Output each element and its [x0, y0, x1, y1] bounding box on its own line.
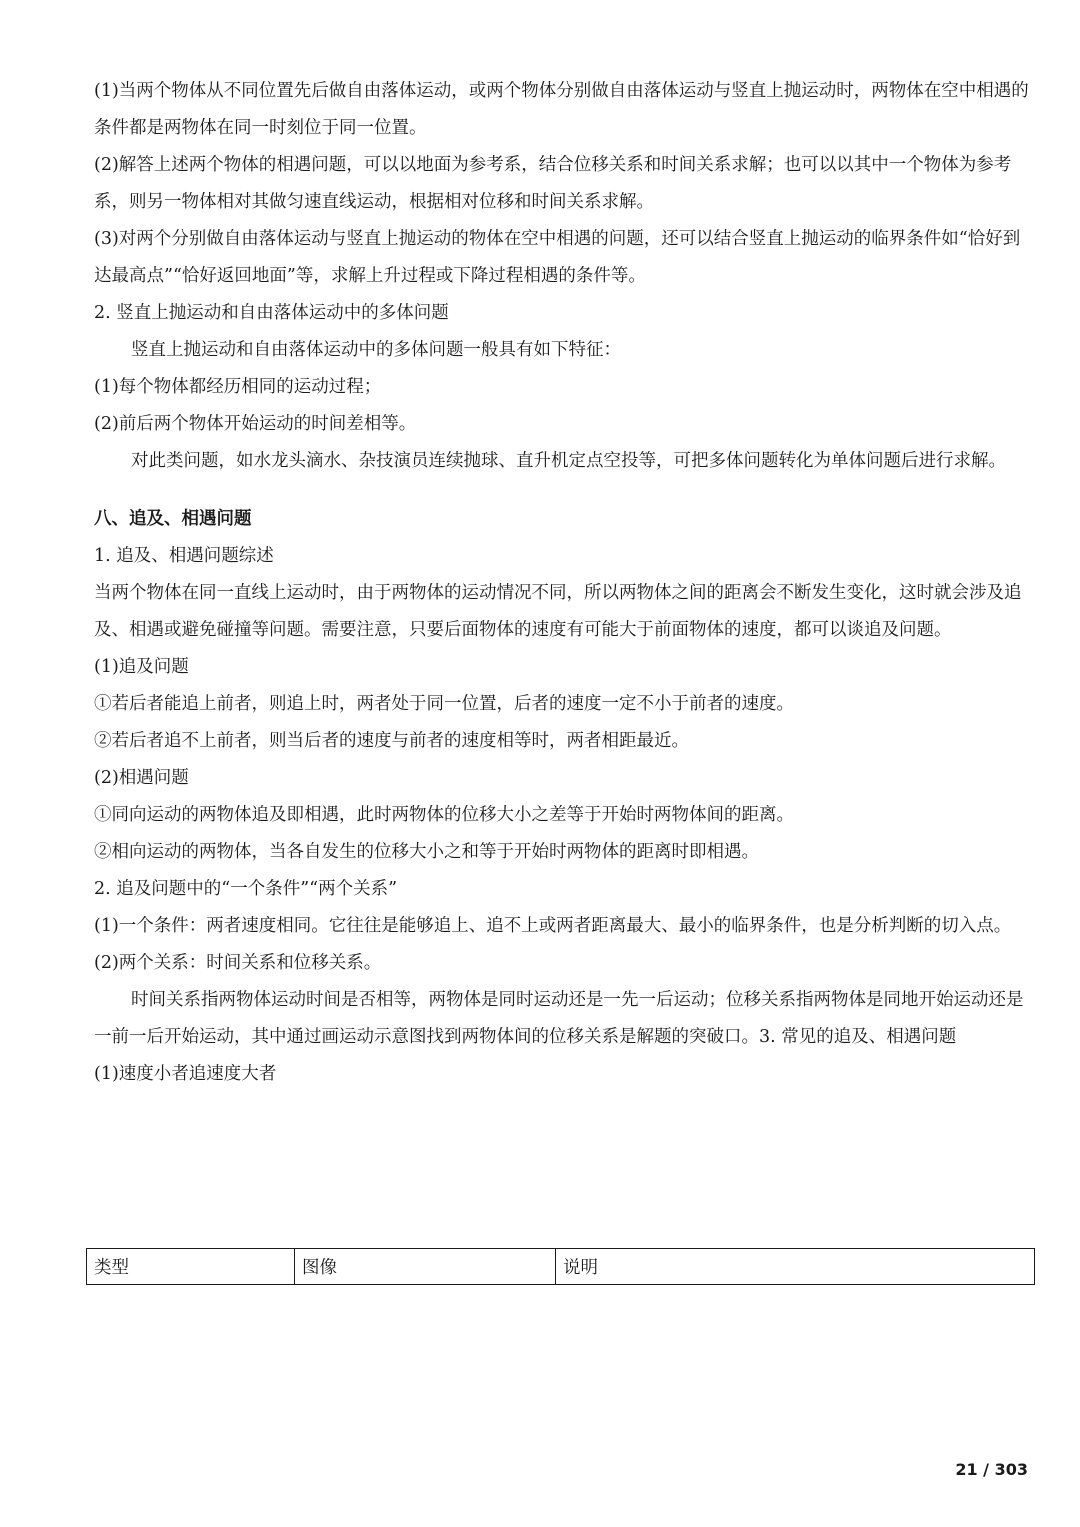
- subsection-title: 1. 追及、相遇问题综述: [94, 546, 274, 566]
- paragraph: (3)对两个分别做自由落体运动与竖直上抛运动的物体在空中相遇的问题，还可以结合竖直上抛运动的临界条件如“恰好到达最高点”“恰好返回地面”等，求解上升过程或下降过程相遇的条件等。: [94, 229, 1021, 286]
- subsection-title: 2. 追及问题中的“一个条件”“两个关系”: [94, 879, 398, 899]
- paragraph: 竖直上抛运动和自由落体运动中的多体问题一般具有如下特征：: [131, 340, 621, 360]
- paragraph: (1)每个物体都经历相同的运动过程；: [94, 377, 382, 397]
- table-header-description: 说明: [556, 1249, 1035, 1285]
- section-heading: 八、追及、相遇问题: [94, 509, 252, 529]
- paragraph: (1)一个条件：两者速度相同。它往往是能够追上、追不上或两者距离最大、最小的临界条件，也是分析判断的切入点。: [94, 916, 1012, 936]
- paragraph: (2)前后两个物体开始运动的时间差相等。: [94, 414, 417, 434]
- table-header-graph: 图像: [295, 1249, 556, 1285]
- paragraph: 时间关系指两物体运动时间是否相等，两物体是同时运动还是一先一后运动；位移关系指两物体是同地开始运动还是一前一后开始运动，其中通过画运动示意图找到两物体间的位移关系是解题的突破口。3. 常见的追及、相遇问题: [94, 990, 1024, 1047]
- paragraph: (2)解答上述两个物体的相遇问题，可以以地面为参考系，结合位移关系和时间关系求解；也可以以其中一个物体为参考系，则另一物体相对其做匀速直线运动，根据相对位移和时间关系求解。: [94, 155, 1012, 212]
- page-number: 21 / 303: [955, 1460, 1028, 1479]
- paragraph: ②相向运动的两物体，当各自发生的位移大小之和等于开始时两物体的距离时即相遇。: [94, 842, 759, 862]
- paragraph: ①同向运动的两物体追及即相遇，此时两物体的位移大小之差等于开始时两物体间的距离。: [94, 805, 794, 825]
- subsection-title: 2. 竖直上抛运动和自由落体运动中的多体问题: [94, 303, 449, 323]
- document-body: [94, 73, 1034, 1093]
- paragraph: 对此类问题，如水龙头滴水、杂技演员连续抛球、直升机定点空投等，可把多体问题转化为单体问题后进行求解。: [131, 451, 1006, 471]
- paragraph: ①若后者能追上前者，则追上时，两者处于同一位置，后者的速度一定不小于前者的速度。: [94, 694, 794, 714]
- table-header-row: [87, 1249, 1035, 1285]
- paragraph: (1)追及问题: [94, 657, 189, 677]
- paragraph: ②若后者追不上前者，则当后者的速度与前者的速度相等时，两者相距最近。: [94, 731, 689, 751]
- table-header-type: 类型: [87, 1249, 295, 1285]
- paragraph: 当两个物体在同一直线上运动时，由于两物体的运动情况不同，所以两物体之间的距离会不断发生变化，这时就会涉及追及、相遇或避免碰撞等问题。需要注意，只要后面物体的速度有可能大于前面物体的速度，都可以谈追及问题。: [94, 583, 1022, 640]
- comparison-table: [86, 1248, 1035, 1285]
- paragraph: (2)两个关系：时间关系和位移关系。: [94, 953, 382, 973]
- paragraph: (2)相遇问题: [94, 768, 189, 788]
- section-spacer: [94, 480, 1034, 501]
- paragraph: (1)速度小者追速度大者: [94, 1064, 277, 1084]
- paragraph: (1)当两个物体从不同位置先后做自由落体运动，或两个物体分别做自由落体运动与竖直上抛运动时，两物体在空中相遇的条件都是两物体在同一时刻位于同一位置。: [94, 81, 1029, 138]
